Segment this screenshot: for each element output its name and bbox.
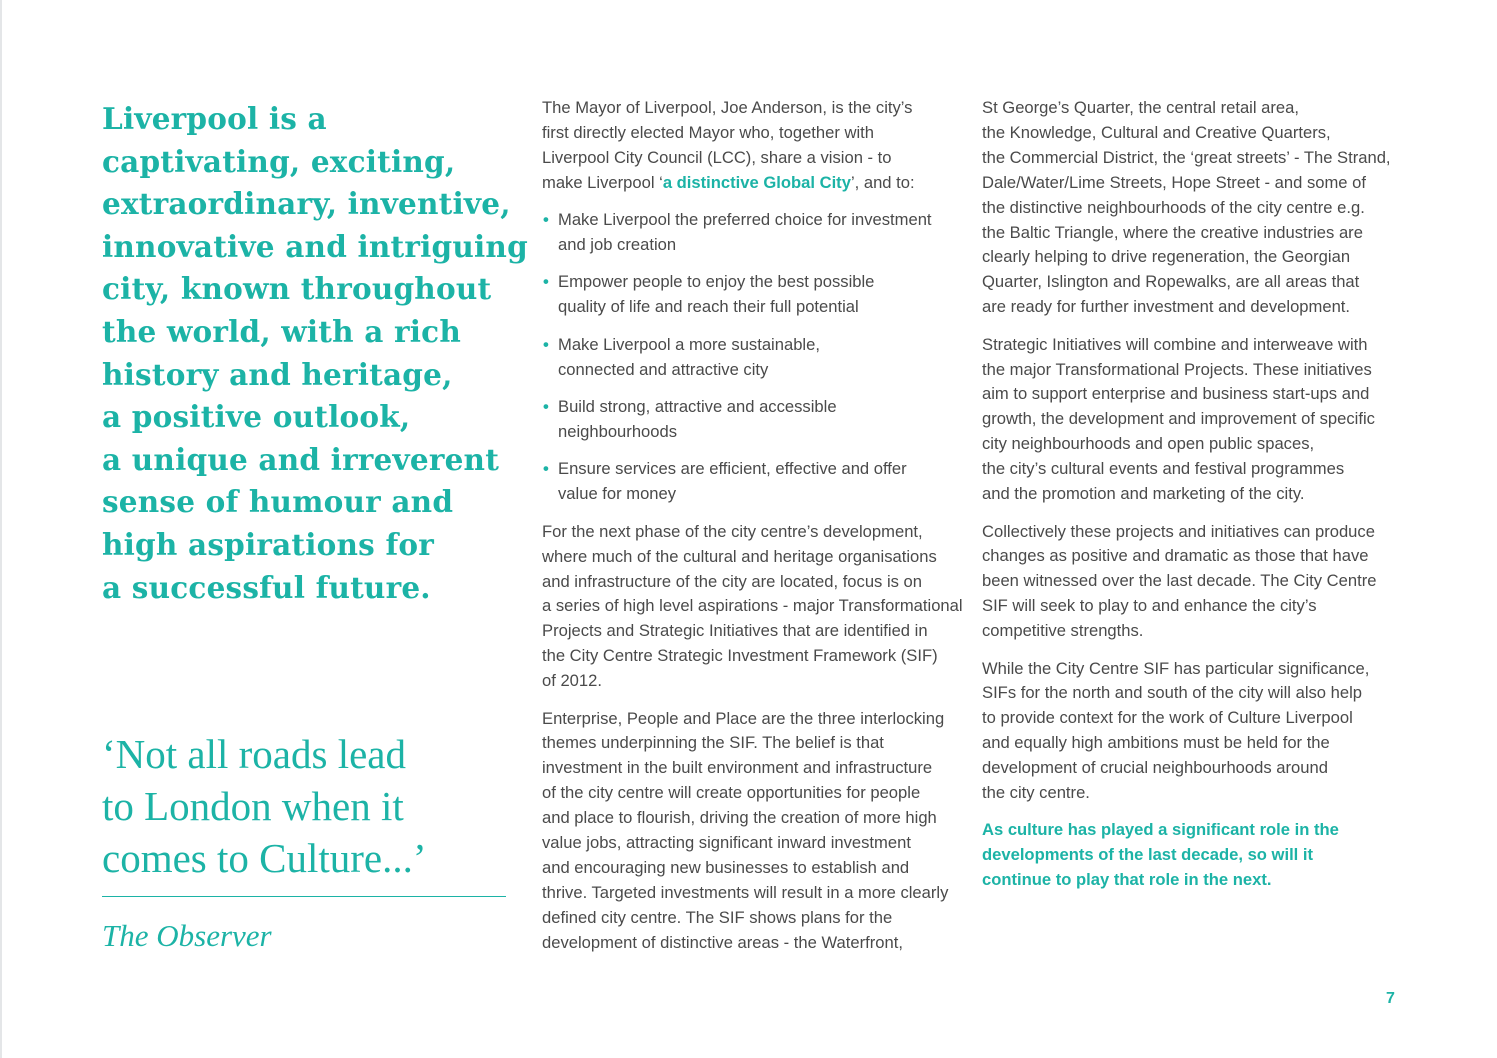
text-line: SIF will seek to play to and enhance the city’s: [982, 596, 1317, 616]
text-line: investment in the built environment and infrastructure: [542, 758, 933, 778]
pull-quote: [102, 728, 512, 884]
right-column: [982, 96, 1407, 906]
closing-statement: [982, 818, 1407, 893]
headline-line: the world, with a rich: [102, 313, 461, 349]
text-line: quality of life and reach their full potential: [558, 297, 859, 317]
text-line: the city’s cultural events and festival programmes: [982, 459, 1345, 479]
text-line: the major Transformational Projects. These initiatives: [982, 359, 1372, 379]
text-line: the Knowledge, Cultural and Creative Quarters,: [982, 122, 1331, 142]
text-line: and equally high ambitions must be held for the: [982, 733, 1330, 753]
quote-divider: [102, 896, 506, 897]
text-line: continue to play that role in the next.: [982, 870, 1272, 890]
text-line: neighbourhoods: [558, 421, 678, 441]
text-line: and place to flourish, driving the creation of more high: [542, 808, 937, 828]
bullet-icon: •: [543, 397, 549, 417]
text-line: Make Liverpool a more sustainable,: [558, 334, 820, 354]
text-line: St George’s Quarter, the central retail area,: [982, 98, 1299, 117]
bullet-icon: •: [543, 334, 549, 354]
intro-highlight: a distinctive Global City: [662, 172, 851, 192]
text-line: where much of the cultural and heritage organisations: [542, 546, 937, 566]
text-line: value for money: [558, 484, 677, 504]
middle-column: [542, 96, 967, 968]
text-line: SIFs for the north and south of the city will also help: [982, 683, 1363, 703]
headline-line: a successful future.: [102, 569, 431, 605]
text-line: the city centre.: [982, 783, 1090, 803]
text-line: aim to support enterprise and business start-ups and: [982, 384, 1370, 404]
list-item: [542, 208, 967, 258]
text-line: Strategic Initiatives will combine and interweave with: [982, 334, 1368, 354]
headline-line: high aspirations for: [102, 526, 434, 562]
headline: [102, 98, 528, 609]
text-line: connected and attractive city: [558, 359, 769, 379]
text-line: the Commercial District, the ‘great streets’ - The Strand,: [982, 147, 1391, 167]
text-line: themes underpinning the SIF. The belief is that: [542, 733, 884, 753]
quote-line: to London when it: [102, 783, 404, 829]
body-paragraph: [982, 333, 1407, 507]
text-line: and encouraging new businesses to establish and: [542, 857, 910, 877]
text-line: been witnessed over the last decade. The City Centre: [982, 571, 1377, 591]
list-item: [542, 457, 967, 507]
text-line: competitive strengths.: [982, 621, 1144, 641]
headline-line: sense of humour and: [102, 484, 454, 520]
bullet-icon: •: [543, 459, 549, 479]
text-line: Collectively these projects and initiatives can produce: [982, 521, 1375, 541]
text-line: As culture has played a significant role in the: [982, 820, 1339, 840]
text-line: and infrastructure of the city are located, focus is on: [542, 571, 923, 591]
bullet-icon: •: [543, 210, 549, 230]
quote-line: ‘Not all roads lead: [102, 731, 406, 777]
list-item: [542, 270, 967, 320]
text-line: the distinctive neighbourhoods of the city centre e.g.: [982, 197, 1365, 217]
text-line: Dale/Water/Lime Streets, Hope Street - and some of: [982, 172, 1366, 192]
text-line: of the city centre will create opportunities for people: [542, 783, 921, 803]
body-paragraph: [542, 520, 967, 694]
text-line: While the City Centre SIF has particular significance,: [982, 658, 1370, 678]
page-number: 7: [1386, 990, 1395, 1007]
body-paragraph: [982, 657, 1407, 806]
text-line: value jobs, attracting significant inward investment: [542, 833, 911, 853]
text-line: Build strong, attractive and accessible: [558, 397, 837, 417]
text-line: and the promotion and marketing of the city.: [982, 484, 1305, 504]
text-line: changes as positive and dramatic as those that have: [982, 546, 1369, 566]
bullet-icon: •: [543, 272, 549, 292]
text-line: Empower people to enjoy the best possible: [558, 272, 875, 292]
text-line: Quarter, Islington and Ropewalks, are all areas that: [982, 272, 1360, 292]
text-line: thrive. Targeted investments will result in a more clearly: [542, 882, 949, 902]
text-line: The Mayor of Liverpool, Joe Anderson, is the city’s: [542, 98, 913, 117]
headline-line: innovative and intriguing: [102, 228, 528, 264]
text-line: of 2012.: [542, 671, 602, 691]
text-line: city neighbourhoods and open public spaces,: [982, 434, 1315, 454]
text-line: Enterprise, People and Place are the three interlocking: [542, 708, 945, 728]
body-paragraph: [982, 520, 1407, 645]
text-line: are ready for further investment and development.: [982, 297, 1351, 317]
text-line: Make Liverpool the preferred choice for investment: [558, 210, 932, 230]
body-paragraph: [542, 707, 967, 956]
headline-line: Liverpool is a: [102, 101, 327, 136]
text-line: to provide context for the work of Culture Liverpool: [982, 708, 1353, 728]
aims-list: [542, 208, 967, 507]
text-line: a series of high level aspirations - major Transformational: [542, 596, 963, 616]
text-line: the City Centre Strategic Investment Framework (SIF): [542, 646, 938, 666]
headline-line: extraordinary, inventive,: [102, 186, 511, 222]
intro-suffix: ’, and to:: [850, 172, 915, 192]
text-line: For the next phase of the city centre’s development,: [542, 521, 923, 541]
text-line: Liverpool City Council (LCC), share a vision - to: [542, 147, 892, 167]
quote-line: comes to Culture...’: [102, 835, 427, 881]
text-line: Ensure services are efficient, effective and offer: [558, 459, 907, 479]
headline-line: captivating, exciting,: [102, 143, 456, 179]
text-line: first directly elected Mayor who, together with: [542, 122, 875, 142]
headline-line: a unique and irreverent: [102, 441, 500, 477]
list-item: [542, 333, 967, 383]
text-line: defined city centre. The SIF shows plans for the: [542, 907, 893, 927]
text-line: development of distinctive areas - the Waterfront,: [542, 932, 903, 952]
quote-attribution: The Observer: [102, 918, 272, 953]
text-line: clearly helping to drive regeneration, the Georgian: [982, 247, 1351, 267]
text-line: growth, the development and improvement of specific: [982, 409, 1375, 429]
text-line: and job creation: [558, 235, 677, 255]
list-item: [542, 395, 967, 445]
headline-line: city, known throughout: [102, 271, 492, 307]
text-line: developments of the last decade, so will it: [982, 845, 1314, 865]
headline-line: a positive outlook,: [102, 399, 411, 435]
body-paragraph: [982, 96, 1407, 320]
intro-prefix: make Liverpool ‘: [542, 172, 663, 192]
text-line: the Baltic Triangle, where the creative industries are: [982, 222, 1363, 242]
headline-line: history and heritage,: [102, 356, 453, 392]
intro-paragraph: [542, 96, 967, 196]
text-line: [542, 171, 967, 196]
text-line: Projects and Strategic Initiatives that are identified in: [542, 621, 928, 641]
left-column: [102, 98, 528, 609]
text-line: development of crucial neighbourhoods around: [982, 758, 1328, 778]
